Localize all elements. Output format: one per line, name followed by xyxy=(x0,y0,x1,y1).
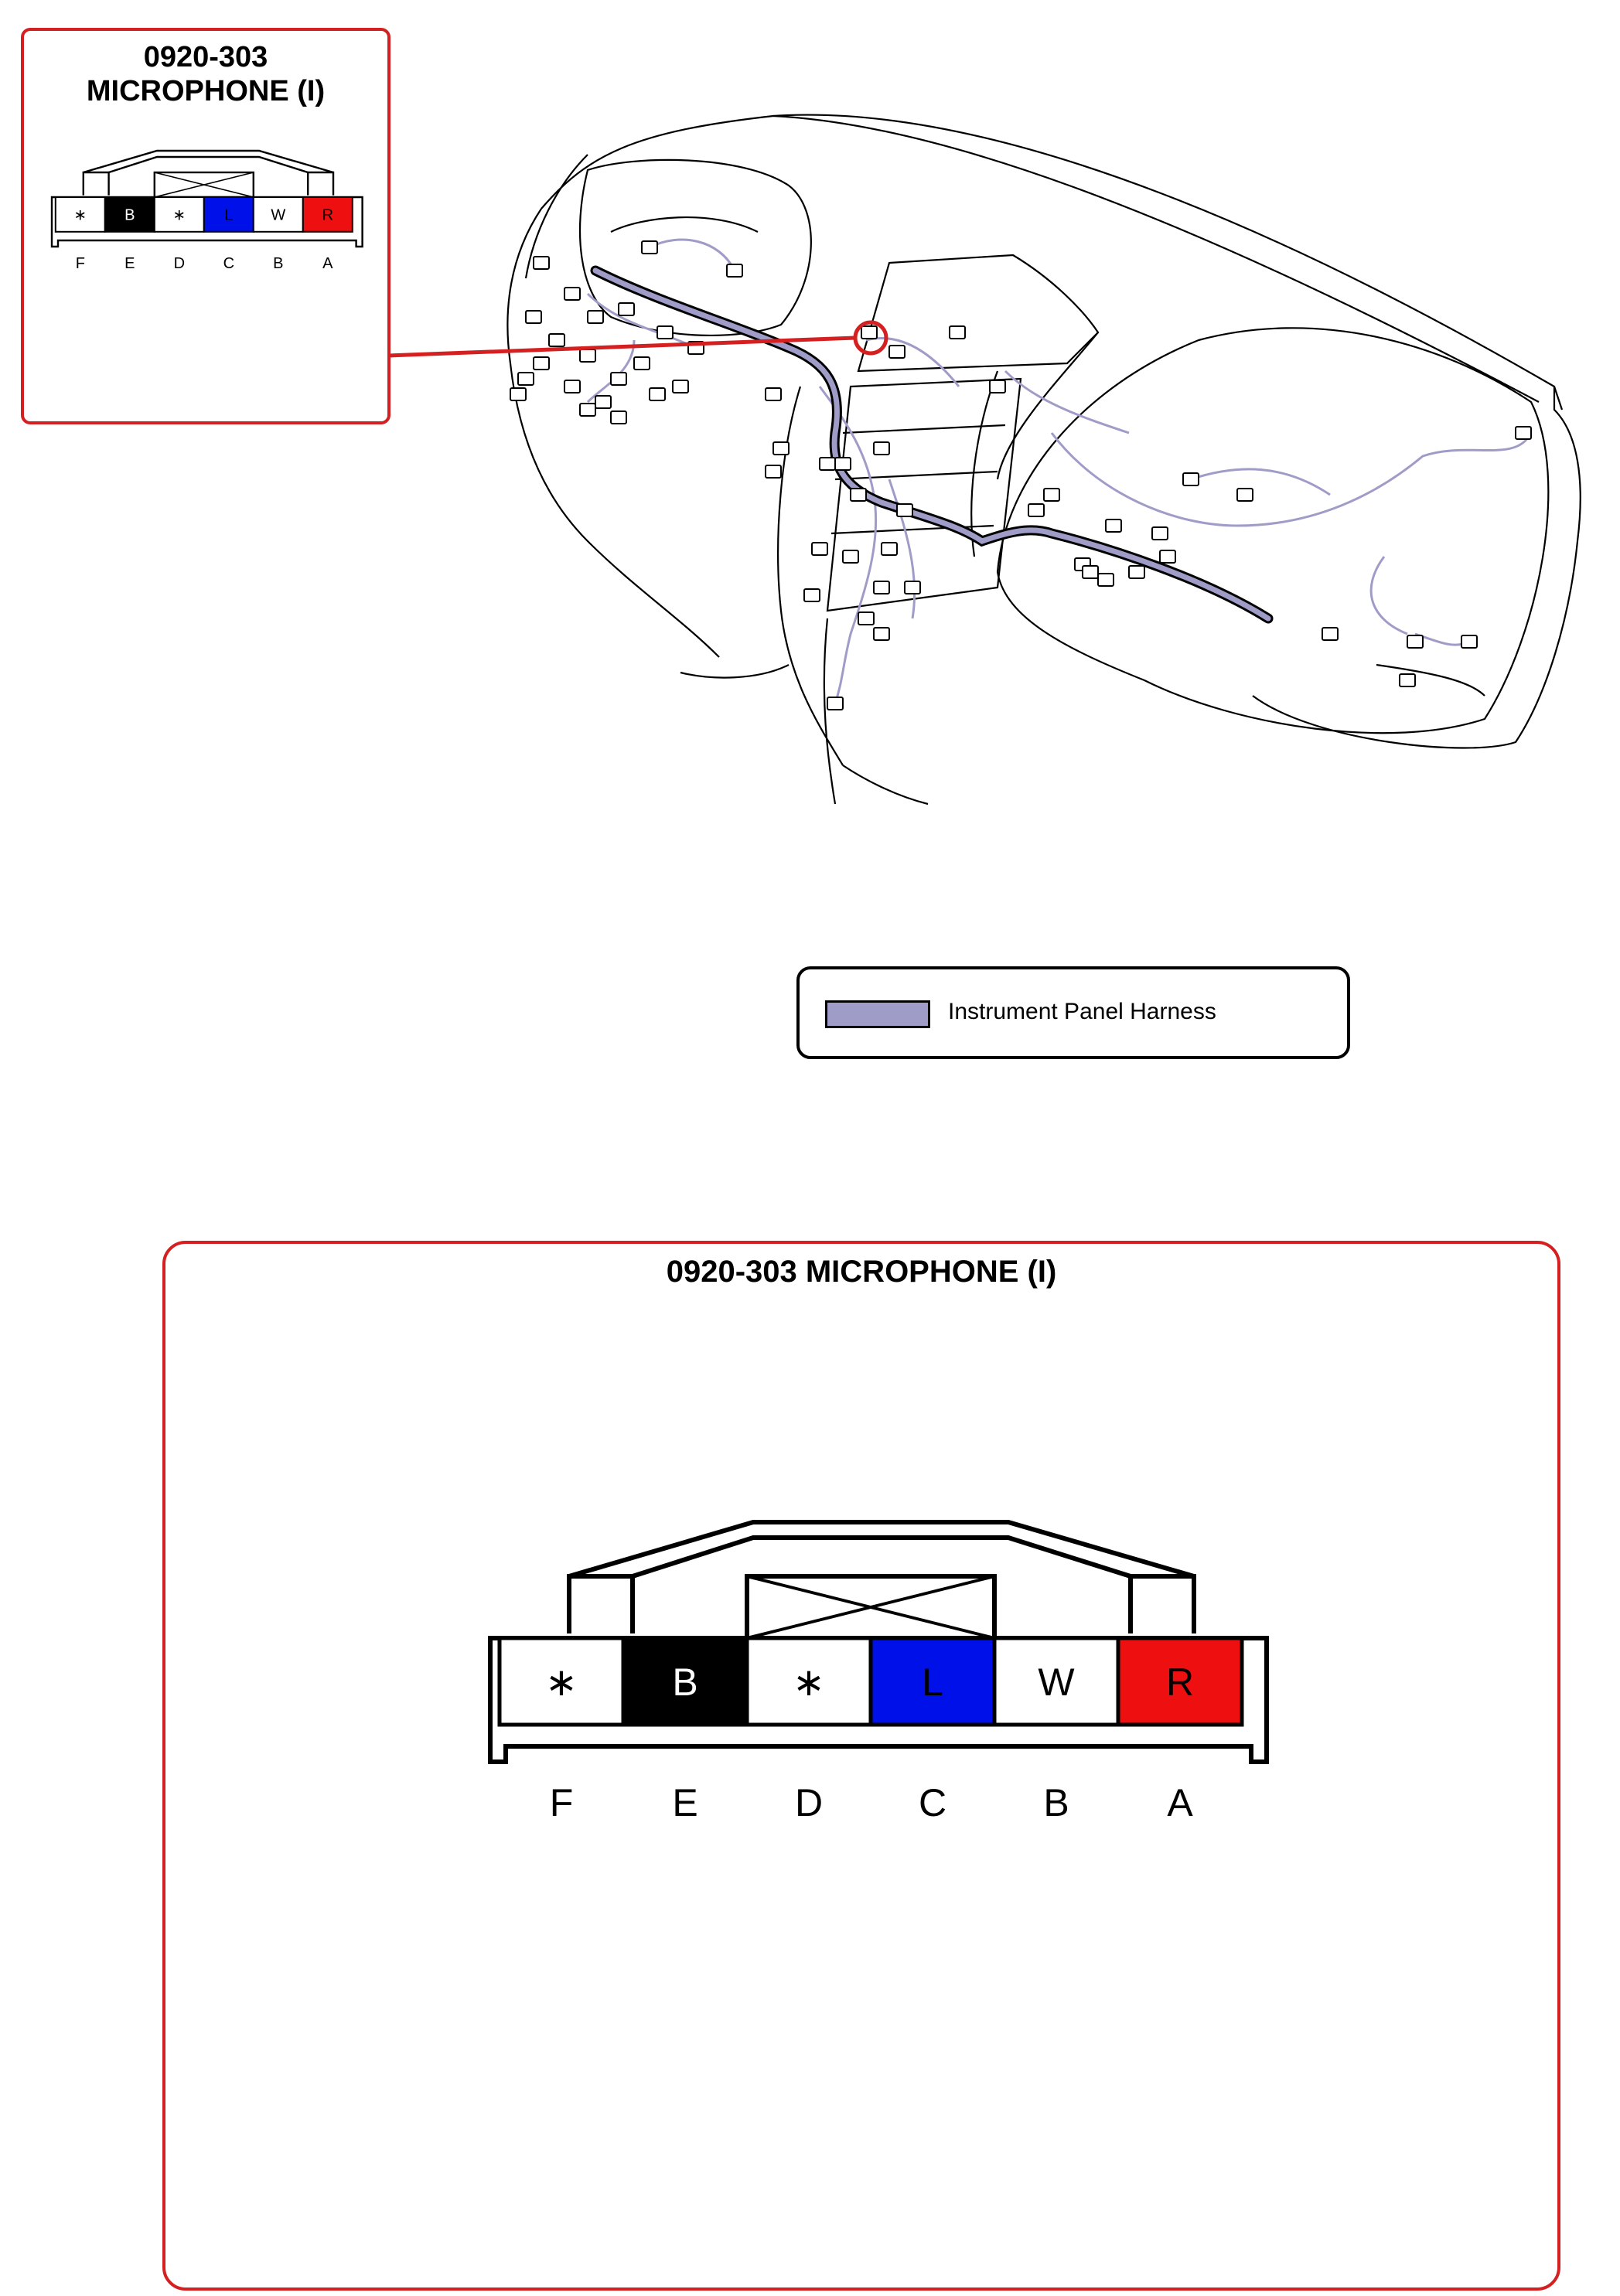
harness-connector-block xyxy=(851,489,866,501)
panel-pin-wire-c: L xyxy=(922,1661,943,1704)
inset-title-name: MICROPHONE (I) xyxy=(86,75,326,107)
harness-connector-block xyxy=(611,411,626,424)
harness-connector-block xyxy=(727,264,742,277)
harness-connector-block xyxy=(580,349,595,362)
harness-connector-block xyxy=(634,357,650,370)
harness-connector-block xyxy=(526,311,541,323)
harness-connector-block xyxy=(773,442,789,455)
harness-connector-block xyxy=(889,346,905,358)
inset-pin-letter-f: F xyxy=(75,255,85,272)
harness-connector-block xyxy=(549,334,564,346)
panel-pin-wire-f: ∗ xyxy=(545,1661,578,1704)
inset-pin-wire-e: B xyxy=(124,206,135,224)
harness-connector-block xyxy=(766,465,781,478)
harness-connector-block xyxy=(827,697,843,710)
harness-connector-block xyxy=(990,380,1005,393)
inset-pin-wire-d: ∗ xyxy=(172,206,186,224)
harness-connector-block xyxy=(812,543,827,555)
panel-pin-letter-e: E xyxy=(672,1781,698,1824)
harness-connector-block xyxy=(534,357,549,370)
harness-connector-block xyxy=(858,612,874,625)
harness-connector-block xyxy=(580,404,595,416)
harness-connector-block xyxy=(1028,504,1044,516)
inset-pin-wire-f: ∗ xyxy=(73,206,87,224)
harness-connector-block xyxy=(861,326,877,339)
harness-connector-block xyxy=(1152,527,1168,540)
harness-connector-block xyxy=(804,589,820,601)
panel-pin-wire-a: R xyxy=(1165,1661,1195,1704)
harness-connector-block xyxy=(595,396,611,408)
panel-pin-wire-e: B xyxy=(672,1661,698,1704)
harness-swatch xyxy=(825,1000,930,1028)
inset-pin-wire-a: R xyxy=(322,206,334,224)
inset-title-code: 0920-303 xyxy=(143,41,268,73)
panel-pin-letter-f: F xyxy=(549,1781,574,1824)
inset-pin-wire-b: W xyxy=(271,206,286,224)
harness-connector-block xyxy=(1106,519,1121,532)
harness-connector-block xyxy=(1098,574,1114,586)
harness-connector-block xyxy=(897,504,912,516)
harness-connector-block xyxy=(1237,489,1253,501)
harness-connector-block xyxy=(611,373,626,385)
harness-connector-block xyxy=(905,581,920,594)
harness-connector-block xyxy=(766,388,781,400)
panel-title: 0920-303 MICROPHONE (I) xyxy=(666,1255,1057,1289)
panel-pin-letter-c: C xyxy=(918,1781,947,1824)
inset-pin-letter-c: C xyxy=(223,255,235,272)
legend-label: Instrument Panel Harness xyxy=(948,999,1216,1024)
harness-connector-block xyxy=(874,628,889,640)
harness-connector-block xyxy=(1407,635,1423,648)
harness-connector-block xyxy=(835,458,851,470)
harness-connector-block xyxy=(874,442,889,455)
harness-connector-block xyxy=(642,241,657,254)
panel-pin-letter-a: A xyxy=(1167,1781,1193,1824)
harness-connector-block xyxy=(1044,489,1059,501)
harness-connector-block xyxy=(1461,635,1477,648)
inset-pin-letter-d: D xyxy=(173,255,186,272)
harness-connector-block xyxy=(510,388,526,400)
panel-pin-wire-d: ∗ xyxy=(793,1661,825,1704)
harness-connector-block xyxy=(1160,550,1175,563)
harness-connector-block xyxy=(874,581,889,594)
panel-pin-letter-b: B xyxy=(1043,1781,1069,1824)
harness-connector-block xyxy=(882,543,897,555)
harness-connector-block xyxy=(564,288,580,300)
dashboard-illustration xyxy=(0,0,1620,928)
harness-connector-block xyxy=(619,303,634,315)
harness-connector-block xyxy=(673,380,688,393)
harness-connector-block xyxy=(1516,427,1531,439)
harness-connector-block xyxy=(1083,566,1098,578)
inset-pin-letter-e: E xyxy=(124,255,135,272)
harness-connector-block xyxy=(564,380,580,393)
connector-detail-panel xyxy=(162,1241,1560,2291)
panel-pin-letter-d: D xyxy=(794,1781,824,1824)
harness-connector-block xyxy=(1129,566,1144,578)
harness-connector-block xyxy=(518,373,534,385)
inset-pin-letter-b: B xyxy=(273,255,284,272)
harness-connector-block xyxy=(588,311,603,323)
harness-connector-block xyxy=(1322,628,1338,640)
harness-connector-block xyxy=(1400,674,1415,686)
harness-connector-block xyxy=(950,326,965,339)
harness-connector-block xyxy=(657,326,673,339)
harness-connector-block xyxy=(1183,473,1199,485)
harness-connector-block xyxy=(820,458,835,470)
harness-connector-block xyxy=(843,550,858,563)
inset-pin-letter-a: A xyxy=(322,255,333,272)
inset-pin-wire-c: L xyxy=(224,206,234,224)
connector-face xyxy=(165,1244,1557,2287)
legend xyxy=(796,966,1350,1059)
harness-connector-block xyxy=(534,257,549,269)
harness-connector-block xyxy=(650,388,665,400)
panel-pin-wire-b: W xyxy=(1038,1661,1075,1704)
